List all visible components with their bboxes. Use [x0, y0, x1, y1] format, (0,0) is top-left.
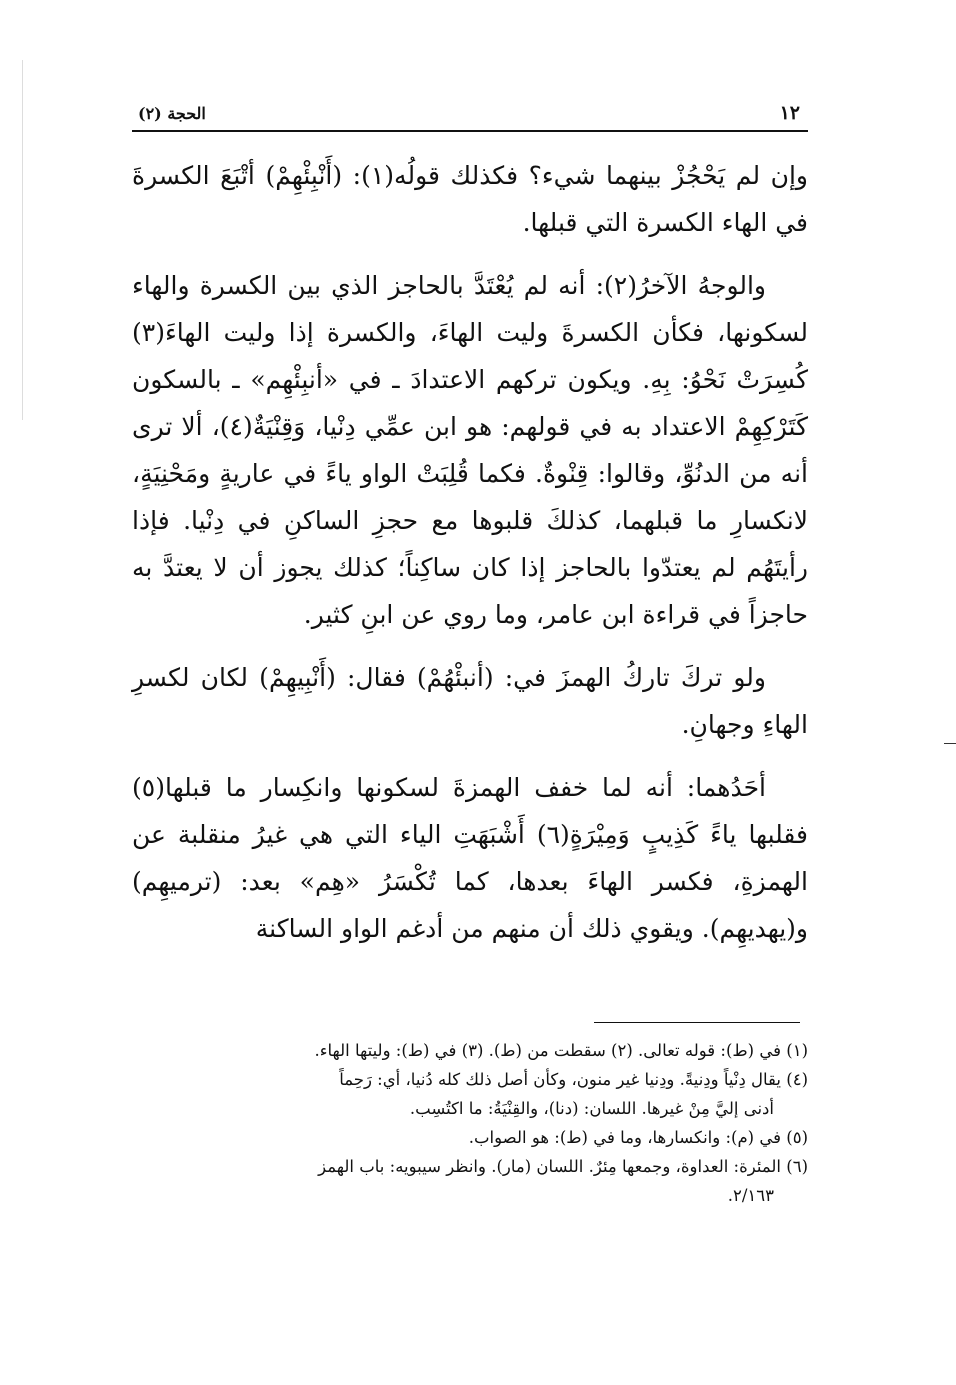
footnote-line-3: أدنى إليَّ مِنْ غيرها. اللسان: (دنا)، والقِنْيَةُ: ما اكتُسِب.	[409, 1099, 774, 1118]
footnotes	[132, 1036, 808, 1210]
margin-mark	[944, 743, 956, 744]
paragraph-2: والوجهُ الآخرُ(٢): أنه لم يُعْتَدَّ بالحاجز الذي بين الكسرة والهاء لسكونها، فكأن الكسرةَ وليت الهاءَ، والكسرة إذا وليت الهاءَ(٣) كُسِرَتْ نَحْوُ: بِهِ. ويكون تركهم الاعتدادَ ـ في «أنبِئْهِم» ـ بالسكون كَتَرْكِهِمْ الاعتداد به في قولهم: هو ابن عمِّي دِنْيا، وَقِنْيَةٌ(٤)، ألا ترى أنه من الدنُوِّ، وقالوا: قِنْوةٌ. فكما قُلِبَتْ الواو ياءً في عاريةٍ ومَحْنِيَةٍ، لانكسارِ ما قبلهما، كذلكَ قلبوها مع حجزِ الساكنِ في دِنْيا. فإذا رأيتَهُم لم يعتدّوا بالحاجز إذا كان ساكِناً؛ كذلك يجوز أن لا يعتدَّ به حاجزاً في قراءة ابن عامر، وما روي عن ابنِ كثير.	[132, 271, 808, 629]
footnote-line-1: (١) في (ط): قوله تعالى. (٢) سقطت من (ط). (٣) في (ط): وليتها الهاء.	[314, 1041, 808, 1060]
running-title: الحجة (٢)	[138, 104, 206, 123]
main-text	[132, 152, 808, 968]
footnote-line-6: ٢/١٦٣.	[727, 1186, 774, 1205]
footnote-separator	[594, 1022, 800, 1023]
paragraph-1: وإن لم يَحْجُزْ بينهما شيء؟ فكذلك قولُه(١): (أَنْبِئْهِمْ) أتْبَعَ الكسرةَ في الهاء الكسرة التي قبلها.	[132, 161, 809, 237]
footnote-line-5: (٦) المئرة: العداوة، وجمعها مِئرٌ. اللسان (مار). وانظر سيبويه: باب الهمز	[318, 1157, 808, 1176]
page-header	[132, 100, 808, 132]
page-number: ١٢	[779, 102, 800, 124]
paragraph-3: ولو تركَ تاركُ الهمزَ في: (أنبئْهُمْ) فقال: (أَنْبِيهِمْ) لكان لكسرِ الهاءِ وجهانِ.	[132, 663, 808, 739]
paragraph-4: أحَدُهما: أنه لما خفف الهمزةَ لسكونها وانكِسار ما قبلها(٥) فقلبها ياءً كَذِيبٍ وَمِيْرَةٍ(٦) أَشْبَهَتِ الياء التي هي غيرُ منقلبة عن الهمزةِ، فكسر الهاءَ بعدها، كما تُكْسَرُ «هِم» بعد: (ترميهِم) و(يهديهِم). ويقوي ذلك أن منهم من أدغم الواو الساكنة	[132, 773, 809, 943]
footnote-line-4: (٥) في (م): وانكسارها، وما في (ط): هو الصواب.	[468, 1128, 808, 1147]
scan-edge-line	[22, 60, 23, 420]
footnote-line-2: (٤) يقال دِنْياً ودِنيةً. ودِنيا غير منون، وكأن أصل ذلك كله دُنيا، أي: رَحِماً	[339, 1070, 808, 1089]
